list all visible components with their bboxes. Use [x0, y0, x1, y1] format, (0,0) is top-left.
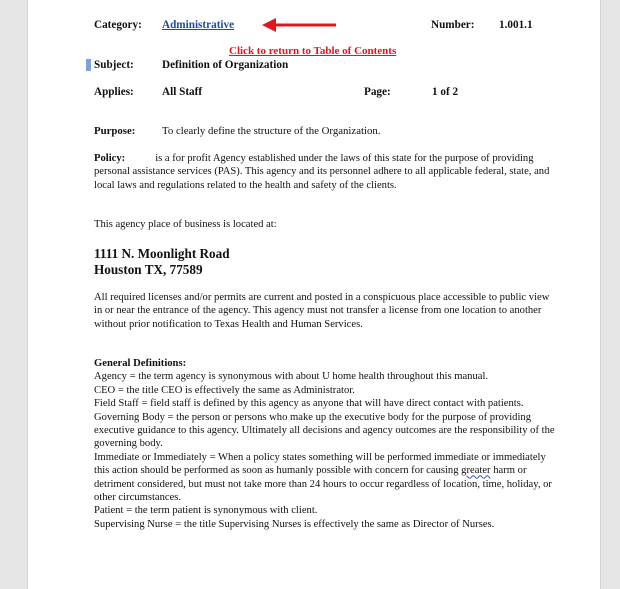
paragraph-marker: [86, 59, 91, 71]
number-value: 1.001.1: [499, 19, 533, 31]
applies-label: Applies:: [94, 86, 134, 98]
definition-agency: Agency = the term agency is synonymous with about U home health throughout this manual.: [94, 371, 489, 383]
subject-label: Subject:: [94, 59, 134, 71]
definition-patient: Patient = the term patient is synonymous with client.: [94, 505, 318, 517]
definition-immediate-part-a: Immediate or Immediately = When a policy states something will be performed immediate or immediately this action should be performed as soon as humanly possible with concern for causing: [94, 451, 546, 477]
address-line-2: Houston TX, 77589: [94, 262, 203, 277]
licenses-paragraph: [94, 291, 556, 331]
address-block: [94, 246, 556, 278]
page-value: 1 of 2: [432, 86, 459, 98]
left-arrow-icon: [262, 18, 338, 32]
purpose-label: Purpose:: [94, 125, 136, 137]
definition-immediate-part-b: harm or detriment considered, but must not take more than 24 hours to occur regardless of location, time, holiday, or other circumstances.: [94, 465, 552, 504]
grammar-flag-word: greater: [461, 465, 491, 477]
address-line-1: 1111 N. Moonlight Road: [94, 246, 230, 261]
applies-value: All Staff: [162, 86, 203, 98]
policy-paragraph: [94, 152, 556, 192]
definition-ceo: CEO = the title CEO is effectively the same as Administrator.: [94, 384, 355, 396]
definitions-heading: General Definitions:: [94, 358, 187, 369]
definitions-block: [94, 357, 556, 531]
location-intro: This agency place of business is located at:: [94, 219, 277, 230]
category-link[interactable]: Administrative: [162, 19, 235, 31]
definition-supervising-nurse: Supervising Nurse = the title Supervising Nurses is effectively the same as Director of Nurses.: [94, 518, 495, 530]
subject-value: Definition of Organization: [162, 59, 289, 71]
definition-governing-body: Governing Body = the person or persons who make up the executive body for the purpose of providing executive guidance to this agency. Ultimately all decisions and agency outcomes are the responsibility of the governing body.: [94, 411, 555, 450]
number-label: Number:: [431, 19, 475, 31]
category-label: Category:: [94, 19, 142, 31]
definition-immediate: [94, 451, 556, 505]
policy-text: is a for profit Agency established under the laws of this state for the purpose of providing personal assistance services (PAS). This agency and its personnel adhere to all applicable federal, state, and local laws and regulations related to the health and safety of the clients.: [94, 153, 550, 191]
toc-link[interactable]: Click to return to Table of Contents: [229, 45, 397, 57]
document-page: [27, 0, 601, 589]
policy-label: Policy:: [94, 153, 126, 164]
page-label: Page:: [364, 86, 391, 98]
purpose-text: To clearly define the structure of the Organization.: [162, 125, 381, 137]
definition-field-staff: Field Staff = field staff is defined by this agency as anyone that will have direct contact with patients.: [94, 398, 524, 410]
licenses-text: All required licenses and/or permits are current and posted in a conspicuous place accessible to public view in or near the entrance of the agency. This agency must not transfer a license from one location to another without prior notification to Texas Health and Human Services.: [94, 292, 550, 330]
